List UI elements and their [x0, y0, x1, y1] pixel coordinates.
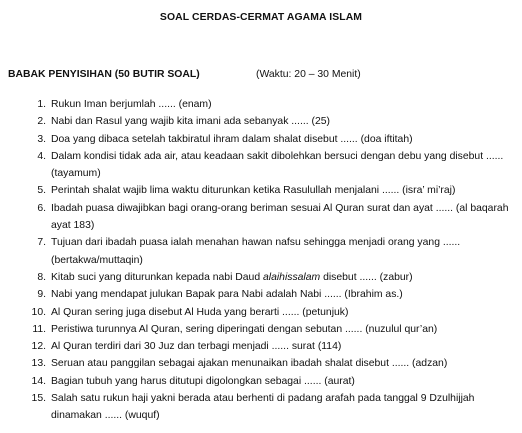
- question-number: 13 .: [22, 355, 46, 372]
- question-text: Salah satu rukun haji yakni berada atau berhenti di padang arafah pada tanggal 9 Dzulhijjah dinamakan ...... (wuquf): [51, 393, 475, 422]
- question-item: [0, 355, 522, 372]
- question-number: 2 .: [22, 113, 46, 130]
- document-title: SOAL CERDAS-CERMAT AGAMA ISLAM: [159, 12, 363, 23]
- question-text: Ibadah puasa diwajibkan bagi orang-orang beriman sesuai Al Quran surat dan ayat ...... (al baqarah ayat 183): [51, 202, 509, 232]
- question-number: 3 .: [22, 131, 46, 148]
- question-item: [0, 321, 522, 338]
- question-item: [0, 286, 522, 303]
- question-item: [0, 269, 522, 286]
- question-item: [0, 304, 522, 321]
- question-text: Seruan atau panggilan sebagai ajakan menunaikan ibadah shalat disebut ...... (adzan): [51, 358, 448, 370]
- question-item: [0, 131, 522, 148]
- question-text: Tujuan dari ibadah puasa ialah menahan hawan nafsu sehingga menjadi orang yang ...... (bertakwa/muttaqin): [51, 237, 461, 266]
- question-item: [0, 148, 522, 183]
- question-item: [0, 182, 522, 199]
- question-item: [0, 113, 522, 130]
- question-number: 1 .: [22, 96, 46, 113]
- question-text: Peristiwa turunnya Al Quran, sering diperingati dengan sebutan ...... (nuzulul qur’an): [51, 323, 438, 335]
- question-list: [0, 96, 522, 425]
- question-text: Al Quran sering juga disebut Al Huda yang berarti ...... (petunjuk): [51, 306, 349, 318]
- section-label: BABAK PENYISIHAN (50 BUTIR SOAL): [8, 69, 200, 80]
- question-item: [0, 200, 522, 235]
- question-number: 15 .: [22, 390, 46, 407]
- question-text: Al Quran terdiri dari 30 Juz dan terbagi menjadi ...... surat (114): [51, 341, 342, 353]
- question-text: Doa yang dibaca setelah takbiratul ihram dalam shalat disebut ...... (doa iftitah): [51, 133, 413, 145]
- question-text: [51, 272, 413, 283]
- question-number: 5 .: [22, 182, 46, 199]
- question-item: [0, 234, 522, 269]
- question-text: Rukun Iman berjumlah ...... (enam): [51, 99, 212, 110]
- question-number: 11 .: [22, 321, 46, 338]
- question-number: 6 .: [22, 200, 46, 217]
- question-text: Nabi dan Rasul yang wajib kita imani ada sebanyak ...... (25): [51, 116, 330, 128]
- question-number: 12 .: [22, 338, 46, 355]
- question-text-start: Kitab suci yang diturunkan kepada nabi Daud: [51, 271, 263, 283]
- question-number: 8 .: [22, 269, 46, 286]
- question-text: Perintah shalat wajib lima waktu diturunkan ketika Rasulullah menjalani ...... (isra’ mi’raj): [51, 185, 456, 197]
- question-text-end: disebut ...... (zabur): [320, 271, 413, 283]
- question-text: Nabi yang mendapat julukan Bapak para Nabi adalah Nabi ...... (Ibrahim as.): [51, 289, 403, 301]
- question-item: [0, 373, 522, 390]
- question-text-italic: alaihissalam: [263, 271, 321, 283]
- question-text: Dalam kondisi tidak ada air, atau keadaan sakit dibolehkan bersuci dengan debu yang disebut ...... (tayamum): [51, 150, 504, 180]
- question-number: 10 .: [22, 304, 46, 321]
- question-number: 9 .: [22, 286, 46, 303]
- question-item: [0, 390, 522, 425]
- time-label: (Waktu: 20 – 30 Menit): [256, 69, 361, 80]
- section-header: [8, 69, 361, 80]
- question-text: Bagian tubuh yang harus ditutupi digolongkan sebagai ...... (aurat): [51, 375, 355, 387]
- question-item: [0, 96, 522, 113]
- question-item: [0, 338, 522, 355]
- question-number: 14 .: [22, 373, 46, 390]
- question-number: 4 .: [22, 148, 46, 165]
- question-number: 7 .: [22, 234, 46, 251]
